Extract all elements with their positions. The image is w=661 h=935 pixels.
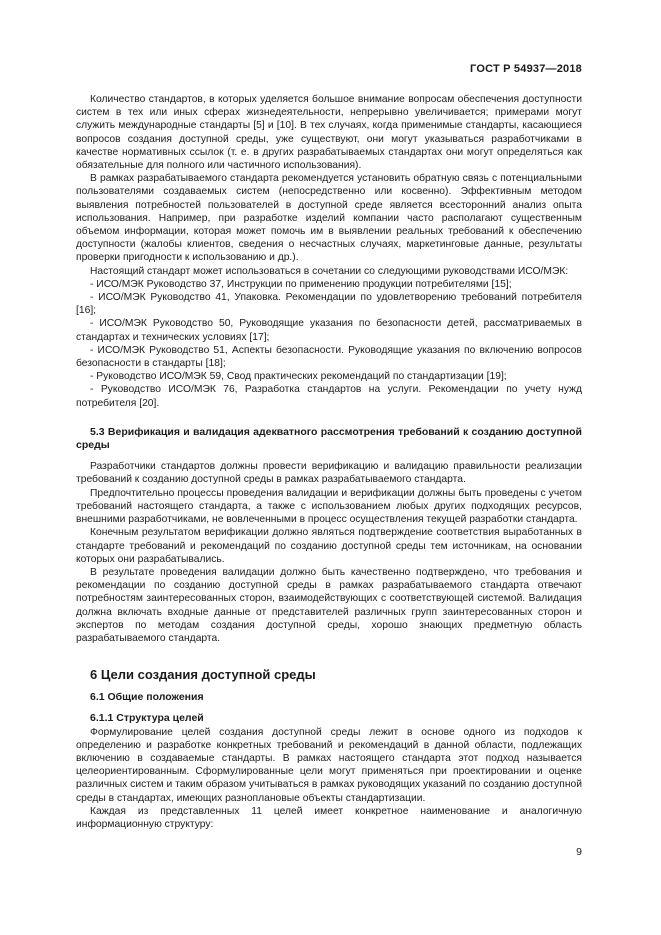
paragraph: Предпочтительно процессы проведения валидации и верификации должны быть проведены с учетом требований настоящего стандарта, а также с использованием любых других подходящих ресурсов, внешними разработчиками, не вовлеченными в процесс осуществления текущей разработки стандарта. [76,487,582,526]
section-heading-5-3: 5.3 Верификация и валидация адекватного рассмотрения требований к созданию доступной среды [76,425,582,452]
paragraph: Настоящий стандарт может использоваться в сочетании со следующими руководствами ИСО/МЭК: [90,265,569,277]
paragraph: Разработчики стандартов должны провести верификацию и валидацию правильности реализации требований к созданию доступной среды в рамках разрабатываемого стандарта. [76,461,582,486]
paragraph: В рамках разрабатываемого стандарта рекомендуется установить обратную связь с потенциальными пользователями создаваемых систем (непосредственно или косвенно). Эффективным методом выявления потребностей пользователей в доступной среде является всесторонний анализ опыта использования. Например, при разработке изделий компании часто располагают существенным объемом информации, которая может помочь им в выявлении реальных требований к обеспечению доступности (жалобы клиентов, сведения о несчастных случаях, маркетинговые данные, результаты проверки пригодности к использованию и др.). [76,173,582,264]
subsection-heading-6-1: 6.1 Общие положения [90,691,204,704]
paragraph: Каждая из представленных 11 целей имеет конкретное наименование и аналогичную информационную структуру: [76,805,582,830]
list-item: - ИСО/МЭК Руководство 37, Инструкции по применению продукции потребителями [15]; [90,278,512,290]
document-code: ГОСТ Р 54937—2018 [470,63,582,75]
paragraph: Формулирование целей создания доступной среды лежит в основе одного из подходов к определению и разработке конкретных требований и рекомендаций в данной области, подлежащих включению в создаваемые стандарты. В рамках настоящего стандарта этот подход называется целеориентированным. Сформулированные цели могут применяться при проектировании и оценке различных систем и таким образом учитываться в рамках руководящих указаний по созданию доступной среды в стандартах, имеющих разноплановые объекты стандартизации. [76,726,582,804]
paragraph: Количество стандартов, в которых уделяется большое внимание вопросам обеспечения доступности систем в тех или иных сферах жизнедеятельности, непрерывно увеличивается; примерами могут служить международные стандарты [5] и [10]. В тех случаях, когда применимые стандарты, касающиеся вопросов создания доступной среды, уже существуют, они могут указываться разработчиками в качестве нормативных ссылок (т. е. в других разрабатываемых стандартах они могут определяться как обязательные для полного или частичного использования). [76,94,582,172]
list-item: - ИСО/МЭК Руководство 50, Руководящие указания по безопасности детей, рассматриваемых в стандартах и технических условиях [17]; [76,318,582,343]
paragraph: Конечным результатом верификации должно являться подтверждение соответствия выработанных в стандарте требований и рекомендаций по созданию доступной среды тем источникам, на основании которых они разрабатывались. [76,527,582,565]
subsection-heading-6-1-1: 6.1.1 Структура целей [90,712,204,725]
list-item: - ИСО/МЭК Руководство 41, Упаковка. Рекомендации по удовлетворению требований потребителя [16]; [76,292,582,317]
list-item: - Руководство ИСО/МЭК 59, Свод практических рекомендаций по стандартизации [19]; [90,371,507,383]
section-heading-6: 6 Цели создания доступной среды [90,667,316,683]
paragraph: В результате проведения валидации должно быть качественно подтверждено, что требования и рекомендации по созданию доступной среды в рамках разрабатываемого стандарта отвечают потребностям заинтересованных сторон, взаимодействующих с соответствующей системой. Валидация должна включать входные данные от представителей различных групп заинтересованных сторон и экспертов по методам создания доступной среды, хорошо знающих предметную область разрабатываемого стандарта. [76,566,582,644]
page-content [76,93,582,831]
list-item: - Руководство ИСО/МЭК 76, Разработка стандартов на услуги. Рекомендации по учету нужд потребителя [20]. [76,384,582,409]
list-item: - ИСО/МЭК Руководство 51, Аспекты безопасности. Руководящие указания по включению вопросов безопасности в стандарты [18]; [76,344,582,370]
page-number: 9 [576,846,582,858]
